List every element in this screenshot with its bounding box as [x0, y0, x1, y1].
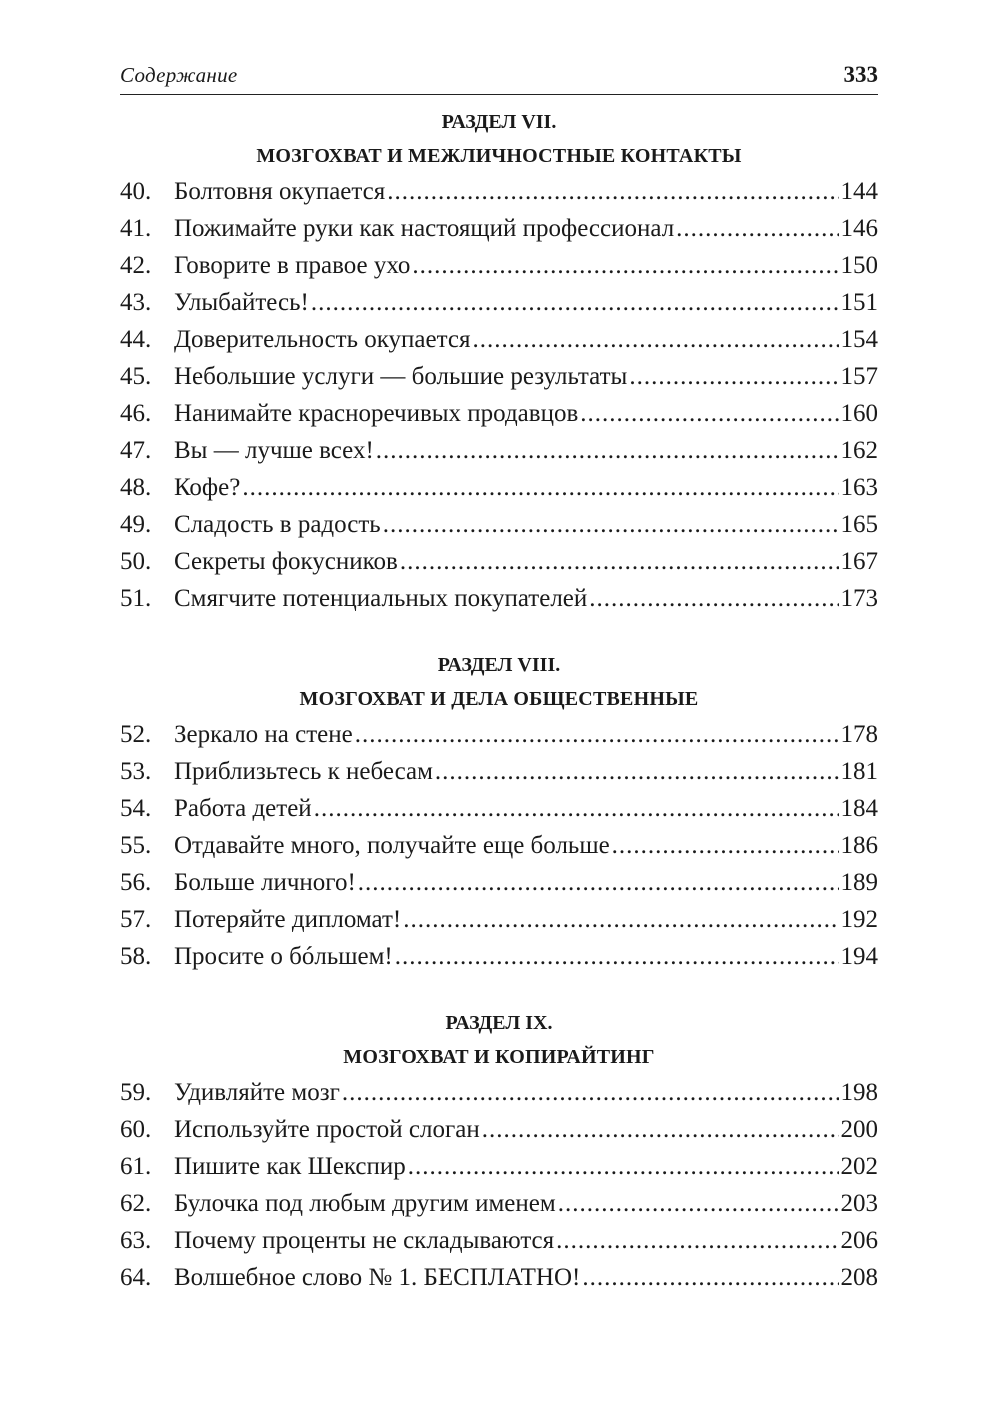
toc-entry [120, 1153, 878, 1190]
entry-title: Пишите как Шекспир [174, 1153, 406, 1180]
section-title: МОЗГОХВАТ И МЕЖЛИЧНОСТНЫЕ КОНТАКТЫ [256, 145, 742, 167]
dot-leader [383, 511, 839, 539]
dot-leader [387, 178, 838, 206]
toc-entry [120, 1190, 878, 1227]
entry-page: 184 [840, 795, 878, 822]
entry-page: 150 [840, 252, 878, 279]
entry-number: 43. [120, 289, 152, 316]
entry-title: Небольшие услуги — большие результаты [174, 363, 628, 390]
entry-title: Используйте простой слоган [174, 1116, 480, 1143]
entry-page: 162 [840, 437, 878, 464]
entry-page: 192 [840, 906, 878, 933]
dot-leader [558, 1190, 839, 1218]
toc-entry [120, 832, 878, 869]
toc-entry [120, 1079, 878, 1116]
entry-page: 146 [840, 215, 878, 242]
entry-title: Кофе? [174, 474, 241, 501]
toc-entry [120, 548, 878, 585]
toc-list [120, 721, 878, 980]
dot-leader [408, 1153, 839, 1181]
toc-entry [120, 906, 878, 943]
entry-page: 200 [840, 1116, 878, 1143]
toc-entry [120, 215, 878, 252]
entry-page: 151 [840, 289, 878, 316]
entry-number: 56. [120, 869, 152, 896]
entry-title: Секреты фокусников [174, 548, 398, 575]
section-heading [120, 648, 878, 716]
entry-page: 178 [840, 721, 878, 748]
dot-leader [676, 215, 838, 243]
section-heading [120, 105, 878, 173]
page-number: 333 [843, 62, 878, 87]
entry-title: Болтовня окупается [174, 178, 386, 205]
dot-leader [342, 1079, 839, 1107]
entry-page: 165 [840, 511, 878, 538]
entry-number: 61. [120, 1153, 152, 1180]
entry-title: Больше личного! [174, 869, 356, 896]
entry-title: Работа детей [174, 795, 312, 822]
entry-number: 45. [120, 363, 152, 390]
entry-title: Говорите в правое ухо [174, 252, 411, 279]
dot-leader [482, 1116, 839, 1144]
dot-leader [612, 832, 839, 860]
dot-leader [580, 400, 838, 428]
entry-title: Сладость в радость [174, 511, 381, 538]
entry-number: 60. [120, 1116, 152, 1143]
entry-page: 160 [840, 400, 878, 427]
dot-leader [376, 437, 839, 465]
toc-entry [120, 795, 878, 832]
entry-number: 50. [120, 548, 152, 575]
running-header [120, 62, 878, 95]
dot-leader [311, 289, 839, 317]
dot-leader [556, 1227, 838, 1255]
toc-list [120, 178, 878, 622]
entry-page: 163 [840, 474, 878, 501]
entry-title: Зеркало на стене [174, 721, 353, 748]
toc-entry [120, 178, 878, 215]
dot-leader [314, 795, 839, 823]
toc-entry [120, 943, 878, 980]
entry-title: Волшебное слово № 1. БЕСПЛАТНО! [174, 1264, 581, 1291]
entry-number: 48. [120, 474, 152, 501]
toc-list [120, 1079, 878, 1301]
table-of-contents [120, 105, 878, 1301]
entry-number: 40. [120, 178, 152, 205]
entry-title: Булочка под любым другим именем [174, 1190, 556, 1217]
entry-title: Просите о бóльшем! [174, 943, 393, 970]
entry-title: Удивляйте мозг [174, 1079, 340, 1106]
entry-number: 63. [120, 1227, 152, 1254]
entry-number: 47. [120, 437, 152, 464]
entry-title: Приблизьтесь к небесам [174, 758, 433, 785]
entry-title: Улыбайтесь! [174, 289, 309, 316]
dot-leader [242, 474, 838, 502]
toc-entry [120, 474, 878, 511]
entry-number: 57. [120, 906, 152, 933]
section-title: МОЗГОХВАТ И ДЕЛА ОБЩЕСТВЕННЫЕ [299, 688, 699, 710]
entry-page: 194 [840, 943, 878, 970]
dot-leader [435, 758, 839, 786]
entry-number: 41. [120, 215, 152, 242]
entry-title: Потеряйте дипломат! [174, 906, 402, 933]
toc-entry [120, 758, 878, 795]
toc-entry [120, 363, 878, 400]
entry-number: 58. [120, 943, 152, 970]
entry-title: Смягчите потенциальных покупателей [174, 585, 588, 612]
entry-page: 167 [840, 548, 878, 575]
toc-entry [120, 1264, 878, 1301]
entry-page: 157 [840, 363, 878, 390]
dot-leader [395, 943, 839, 971]
dot-leader [358, 869, 839, 897]
toc-entry [120, 721, 878, 758]
entry-page: 203 [840, 1190, 878, 1217]
toc-page [120, 62, 878, 1301]
entry-number: 44. [120, 326, 152, 353]
toc-entry [120, 869, 878, 906]
entry-title: Почему проценты не складываются [174, 1227, 555, 1254]
entry-title: Вы — лучше всех! [174, 437, 374, 464]
dot-leader [403, 906, 838, 934]
dot-leader [472, 326, 838, 354]
entry-page: 154 [840, 326, 878, 353]
dot-leader [582, 1264, 838, 1292]
dot-leader [412, 252, 838, 280]
entry-number: 52. [120, 721, 152, 748]
toc-entry [120, 289, 878, 326]
dot-leader [629, 363, 838, 391]
entry-number: 46. [120, 400, 152, 427]
entry-page: 189 [840, 869, 878, 896]
toc-entry [120, 1116, 878, 1153]
section-label: РАЗДЕЛ VIII. [437, 654, 561, 676]
entry-number: 55. [120, 832, 152, 859]
toc-entry [120, 326, 878, 363]
entry-title: Отдавайте много, получайте еще больше [174, 832, 610, 859]
dot-leader [355, 721, 839, 749]
entry-page: 206 [840, 1227, 878, 1254]
section-label: РАЗДЕЛ IX. [445, 1012, 553, 1034]
toc-entry [120, 437, 878, 474]
section-label: РАЗДЕЛ VII. [441, 111, 557, 133]
entry-number: 49. [120, 511, 152, 538]
entry-number: 51. [120, 585, 152, 612]
entry-page: 181 [840, 758, 878, 785]
entry-number: 62. [120, 1190, 152, 1217]
running-title: Содержание [120, 63, 238, 87]
toc-entry [120, 400, 878, 437]
entry-page: 198 [840, 1079, 878, 1106]
toc-entry [120, 585, 878, 622]
entry-page: 173 [840, 585, 878, 612]
dot-leader [400, 548, 839, 576]
toc-entry [120, 511, 878, 548]
entry-page: 186 [840, 832, 878, 859]
section-heading [120, 1006, 878, 1074]
entry-page: 202 [840, 1153, 878, 1180]
section-title: МОЗГОХВАТ И КОПИРАЙТИНГ [343, 1046, 655, 1068]
entry-number: 64. [120, 1264, 152, 1291]
toc-entry [120, 1227, 878, 1264]
entry-number: 54. [120, 795, 152, 822]
toc-entry [120, 252, 878, 289]
entry-number: 42. [120, 252, 152, 279]
dot-leader [589, 585, 838, 613]
entry-number: 59. [120, 1079, 152, 1106]
entry-number: 53. [120, 758, 152, 785]
entry-page: 208 [840, 1264, 878, 1291]
entry-title: Пожимайте руки как настоящий профессионал [174, 215, 675, 242]
entry-title: Нанимайте красноречивых продавцов [174, 400, 579, 427]
entry-title: Доверительность окупается [174, 326, 471, 353]
entry-page: 144 [840, 178, 878, 205]
